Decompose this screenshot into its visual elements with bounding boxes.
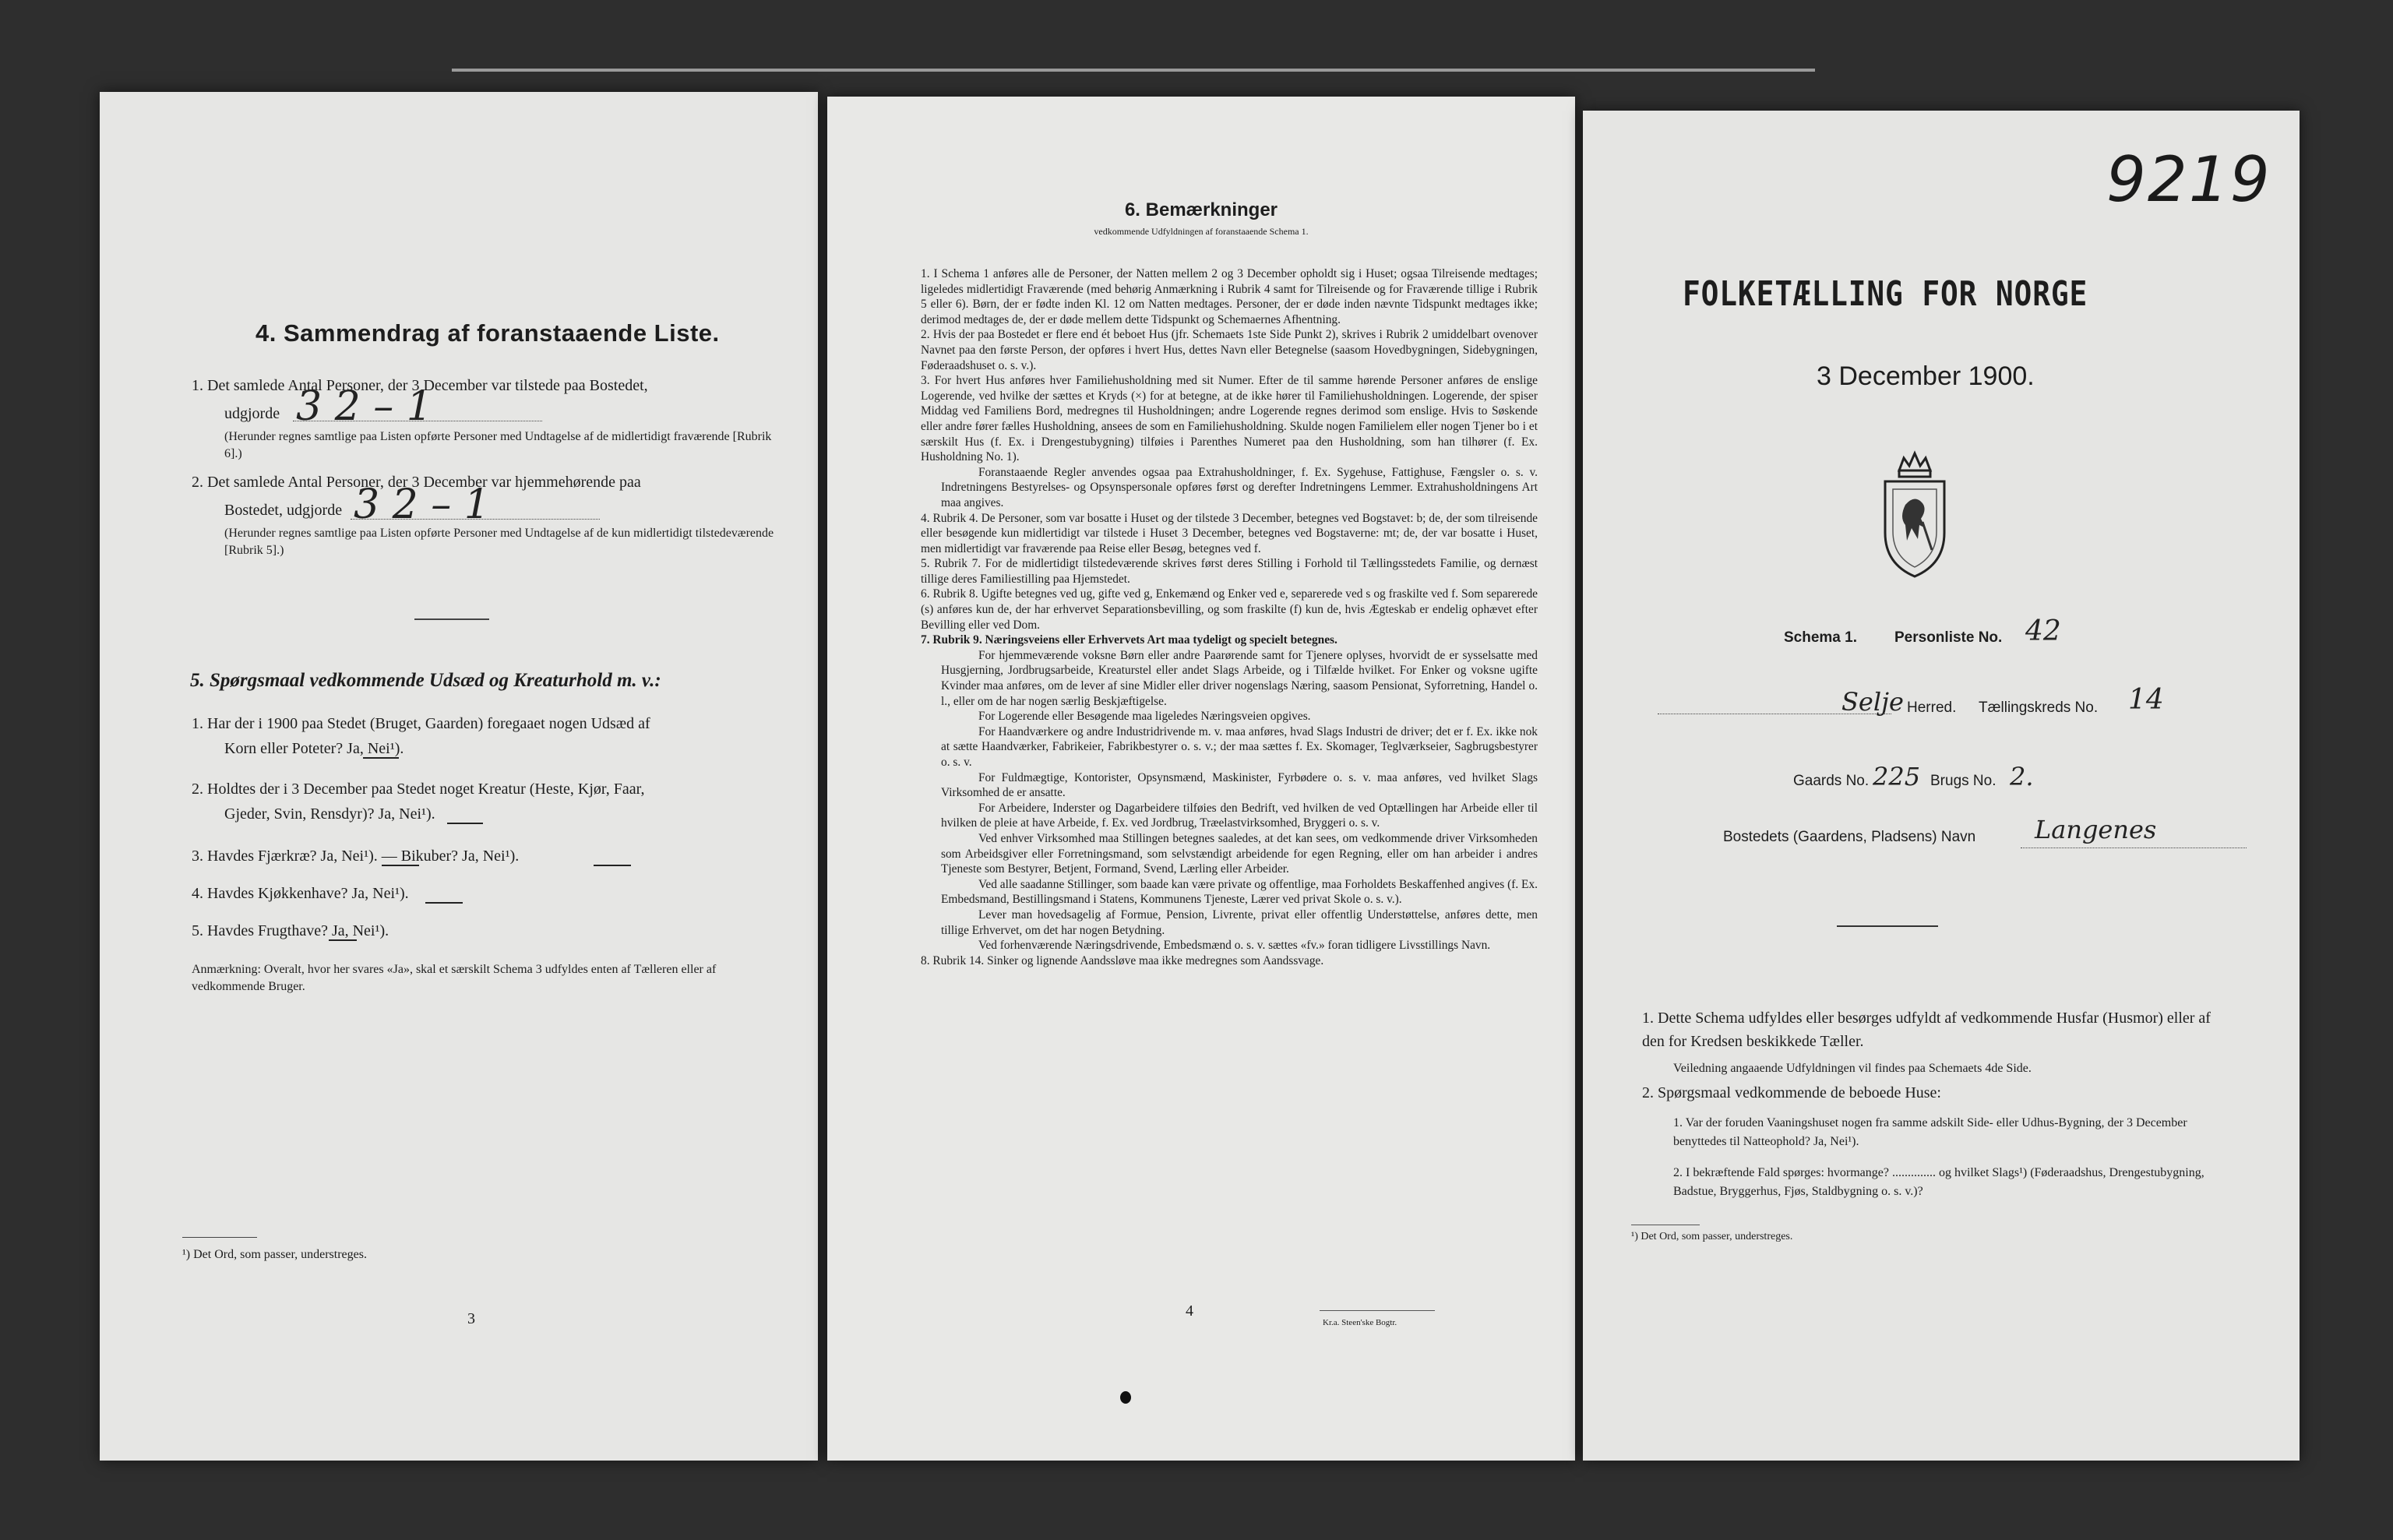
question-1-answer: Korn eller Poteter? Ja, Nei¹). bbox=[224, 740, 404, 757]
remark-7-para-1: For hjemmeværende voksne Børn eller andre Paarørende samt for Tjenere oplyses, hvorvidt de er sysselsatte med Husgjerning, Jordbrugsarbeide, Kreaturstel eller andet Slags Arbeide, og i Tilfælde hvilket. For Enker og voksne ugifte Kvinder maa anføres, om de lever af sine Midler eller driver nogenslags Næring, saasom Pensionat, Syforretning, Handel o. l., eller om de har nogen særlig Beskjæftigelse. bbox=[941, 648, 1538, 708]
personliste-label: Personliste No. bbox=[1894, 629, 2003, 646]
personliste-number: 42 bbox=[2025, 615, 2061, 647]
schema-label: Schema 1. bbox=[1784, 629, 1857, 646]
form-title: FOLKETÆLLING FOR NORGE bbox=[1683, 274, 2088, 314]
house-question-1: 1. Var der foruden Vaaningshuset nogen fra samme adskilt Side- eller Udhus-Bygning, der 3 December benyttedes til Natteophold? Ja, Nei¹). bbox=[1673, 1116, 2187, 1148]
remark-5: 5. Rubrik 7. For de midlertidigt tilstedeværende skrives først deres Stilling i Forhold til Tællingsstedets Familie, og dernæst tillige deres Familiestilling paa Hjemstedet. bbox=[921, 557, 1538, 586]
herred-handwritten: Selje bbox=[1841, 687, 1904, 717]
remark-4: 4. Rubrik 4. De Personer, som var bosatte i Huset og der tilstede 3 December, betegnes ved Bogstavet: b; de, der som tilreisende eller besøgende kun midlertidigt var tilstede i Huset 3 December, betegnes ved Bogstaverne: mt; de, der var bosatte i Huset, men midlertidigt var fraværende paa Reise eller Besøg, betegnes ved f. bbox=[921, 511, 1538, 555]
summary-item-1-handwritten: 3 2 – 1 bbox=[296, 383, 432, 430]
question-2-answer: Gjeder, Svin, Rensdyr)? Ja, Nei¹). bbox=[224, 805, 435, 823]
remark-7-para-8: Lever man hovedsagelig af Formue, Pension, Livrente, privat eller offentlig Understøttelse, anføres dette, men tillige Erhvervet, om det har nogen Betydning. bbox=[941, 907, 1538, 937]
question-5: 5. Havdes Frugthave? Ja, Nei¹). bbox=[192, 922, 389, 939]
kreds-number: 14 bbox=[2128, 684, 2164, 716]
question-4: 4. Havdes Kjøkkenhave? Ja, Nei¹). bbox=[192, 885, 409, 902]
printer-rule bbox=[1320, 1310, 1435, 1311]
instruction-1: 1. Dette Schema udfyldes eller besørges udfyldt af vedkommende Husfar (Husmor) eller af den for Kredsen beskikkede Tæller. bbox=[1642, 1010, 2211, 1050]
remark-7: 7. Rubrik 9. Næringsveiens eller Erhvervets Art maa tydeligt og specielt betegnes. bbox=[921, 633, 1337, 647]
ink-spot bbox=[1120, 1391, 1131, 1404]
remark-7-para-6: Ved enhver Virksomhed maa Stillingen betegnes saaledes, at det kan sees, om vedkommende driver Virksomheden som Arbeidsgiver eller Forretningsmand, som selvstændigt arbeidende for egen Regning, eller om han arbeider i andres Tjeneste som Bestyrer, Betjent, Formand, Svend, Lærling eller Arbeider. bbox=[941, 831, 1538, 876]
house-question-2: 2. I bekræftende Fald spørges: hvormange? .............. og hvilket Slags¹) (Føderaadshus, Drengestubygning, Badstue, Bryggerhus, Fjøs, Staldbygning o. s. v.)? bbox=[1673, 1166, 2204, 1198]
ornament-rule bbox=[1837, 925, 1938, 927]
bosted-label: Bostedets (Gaardens, Pladsens) Navn bbox=[1723, 829, 1976, 845]
summary-item-1-note: (Herunder regnes samtlige paa Listen opførte Personer med Undtagelse af de midlertidigt fraværende [Rubrik 6].) bbox=[224, 430, 772, 460]
summary-item-1-label: udgjorde bbox=[224, 405, 280, 422]
underline-mark bbox=[363, 757, 399, 759]
remarks-list bbox=[921, 266, 1538, 968]
right-page bbox=[1583, 111, 2300, 1461]
archive-number: 9219 bbox=[2106, 143, 2271, 216]
kreds-label: Tællingskreds No. bbox=[1979, 700, 2099, 716]
binder-line bbox=[452, 69, 1815, 72]
instruction-2: 2. Spørgsmaal vedkommende de beboede Huse: bbox=[1642, 1084, 1941, 1101]
remark-6: 6. Rubrik 8. Ugifte betegnes ved ug, gifte ved g, Enkemænd og Enker ved e, separerede ved s og fraskilte ved f. Som separerede (s) anføres kun de, der har erhvervet Separationsbevilling, og som fraskilte (f) kun de, hvis Ægteskab er endelig ophævet efter Bevilling eller ved Dom. bbox=[921, 587, 1538, 632]
underline-mark bbox=[382, 865, 419, 866]
printer-mark: Kr.a. Steen'ske Bogtr. bbox=[1323, 1318, 1397, 1327]
page-number: 4 bbox=[1186, 1302, 1193, 1320]
remark-1: 1. I Schema 1 anføres alle de Personer, der Natten mellem 2 og 3 December opholdt sig i Huset; ogsaa Tilreisende medtages; ligeledes midlertidigt Fraværende (med behørig Anmærkning i Rubrik 4 samt for Tilreisende og for Fraværende tillige i Rubrik 5 eller 6). Børn, der er fødte inden Kl. 12 om Natten medtages. Personer, der er døde inden nævnte Tidspunkt medtages ikke; derimod medtages de, der er døde mellem dette Tidspunkt og Schemaernes Afhentning. bbox=[921, 267, 1538, 326]
remark-7-para-2: For Logerende eller Besøgende maa ligeledes Næringsveien opgives. bbox=[978, 710, 1311, 724]
summary-item-2-label: Bostedet, udgjorde bbox=[224, 502, 343, 519]
brugs-label: Brugs No. bbox=[1930, 773, 1997, 789]
footnote-rule bbox=[182, 1237, 257, 1238]
question-2: 2. Holdtes der i 3 December paa Stedet noget Kreatur (Heste, Kjør, Faar, bbox=[192, 781, 645, 798]
question-3: 3. Havdes Fjærkræ? Ja, Nei¹). — Bikuber? Ja, Nei¹). bbox=[192, 848, 520, 865]
underline-mark bbox=[425, 902, 463, 904]
bosted-handwritten: Langenes bbox=[2035, 815, 2157, 844]
remark-7-para-4: For Fuldmægtige, Kontorister, Opsynsmænd, Maskinister, Fyrbødere o. s. v. maa anføres, ved hvilket Slags Virksomhed de er ansatte. bbox=[941, 770, 1538, 800]
remarks-subtitle: vedkommende Udfyldningen af foranstaaende Schema 1. bbox=[1094, 226, 1309, 237]
underline-mark bbox=[447, 823, 483, 824]
section5-title: 5. Spørgsmaal vedkommende Udsæd og Kreaturhold m. v.: bbox=[190, 670, 661, 691]
underline-mark bbox=[594, 865, 631, 866]
remark-3: 3. For hvert Hus anføres hver Familiehusholdning med sit Numer. Efter de til samme hørende Personer anføres de enslige Logerende, ved hvilke der sættes et Kryds (×) for at betegne, at de ikke hører til Familiehusholdningen. Logerende, der spiser Middag ved Familiens Bord, medregnes til Husholdningen; andre Logerende regnes derimod som enslige. Hvis to Søskende eller andre fører fælles Husholdning, ansees de som en Familiehusholdning. Skulde nogen Familielem eller nogen Tjener bo i et særskilt Hus (f. Ex. i Drengestubygning) tilføies i Parenthes Numeret paa den Husholdning, som han tilhører (f. Ex. Husholdning No. 1). bbox=[921, 374, 1538, 464]
remark-8: 8. Rubrik 14. Sinker og lignende Aandssløve maa ikke medregnes som Aandssvage. bbox=[921, 953, 1324, 967]
middle-page bbox=[827, 97, 1575, 1461]
instruction-1-note: Veiledning angaaende Udfyldningen vil findes paa Schemaets 4de Side. bbox=[1673, 1062, 2032, 1075]
census-date: 3 December 1900. bbox=[1817, 361, 2035, 391]
summary-item-2: 2. Det samlede Antal Personer, der 3 December var hjemmehørende paa bbox=[192, 474, 641, 491]
remark-3-extra: Foranstaaende Regler anvendes ogsaa paa Extrahusholdninger, f. Ex. Sygehuse, Fattighuse, Fængsler o. s. v. Indretningens Bestyrelses- og Opsynspersonale opføres først og derefter Indretningens Lemmer. Extrahusholdningens Art maa angives. bbox=[941, 465, 1538, 509]
summary-item-1: 1. Det samlede Antal Personer, der 3 December var tilstede paa Bostedet, bbox=[192, 377, 648, 394]
footnote: ¹) Det Ord, som passer, understreges. bbox=[1631, 1231, 1793, 1242]
gaards-number: 225 bbox=[1873, 762, 1921, 791]
remark-7-para-9: Ved forhenværende Næringsdrivende, Embedsmænd o. s. v. sættes «fv.» foran tidligere Livsstillings Navn. bbox=[978, 939, 1491, 953]
summary-item-2-handwritten: 3 2 – 1 bbox=[354, 481, 490, 528]
underline-mark bbox=[329, 939, 357, 941]
remarks-title: 6. Bemærkninger bbox=[1124, 199, 1278, 220]
remark-7-para-5: For Arbeidere, Inderster og Dagarbeidere tilføies den Bedrift, ved hvilken de ved Optællingen har Arbeide eller til hvilken de pleie at have Arbeide, f. Ex. ved Jordbrug, Træelastvirksomhed, Bryggeri o. s. v. bbox=[941, 801, 1538, 830]
section4-title: 4. Sammendrag af foranstaaende Liste. bbox=[256, 319, 720, 347]
summary-item-2-note: (Herunder regnes samtlige paa Listen opførte Personer med Undtagelse af de kun midlertidigt tilstedeværende [Rubrik 5].) bbox=[224, 527, 774, 557]
fill-line bbox=[351, 519, 600, 520]
brugs-number: 2. bbox=[2010, 762, 2034, 791]
herred-label: Herred. bbox=[1907, 700, 1957, 716]
page-number: 3 bbox=[467, 1310, 475, 1327]
remark-7-para-3: For Haandværkere og andre Industridrivende m. v. maa anføres, hvad Slags Industri de driver; det er f. Ex. ikke nok at sætte Haandværker, Fabrikeier, Fabrikbestyrer o. s. v.; der maa sættes f. Ex. Skomager, Teglværkseier, Sagbrugsbestyrer o. s. v. bbox=[941, 724, 1538, 769]
gaards-label: Gaards No. bbox=[1793, 773, 1870, 789]
anmerkning-note: Anmærkning: Overalt, hvor her svares «Ja», skal et særskilt Schema 3 udfyldes enten af Tælleren eller af vedkommende Bruger. bbox=[192, 963, 717, 993]
remark-7-para-7: Ved alle saadanne Stillinger, som baade kan være private og offentlige, maa Forholdets Beskaffenhed angives (f. Ex. Embedsmand, Bestillingsmand i Statens, Kommunens Tjeneste, Lærer ved privat Skole o. s. v.). bbox=[941, 877, 1538, 907]
question-1: 1. Har der i 1900 paa Stedet (Bruget, Gaarden) foregaaet nogen Udsæd af bbox=[192, 715, 650, 732]
remark-2: 2. Hvis der paa Bostedet er flere end ét beboet Hus (jfr. Schemaets 1ste Side Punkt 2), skrives i Rubrik 2 umiddelbart ovenover Navnet paa den første Person, der opføres i hvert Hus, dettes Navn eller Betegnelse (saasom Hovedbygningen, Sidebygningen, Føderaadshuset o. s. v.). bbox=[921, 328, 1538, 372]
coat-of-arms-icon bbox=[1876, 447, 1954, 583]
footnote: ¹) Det Ord, som passer, understreges. bbox=[182, 1248, 367, 1261]
separator bbox=[414, 618, 489, 620]
left-page bbox=[100, 92, 818, 1461]
